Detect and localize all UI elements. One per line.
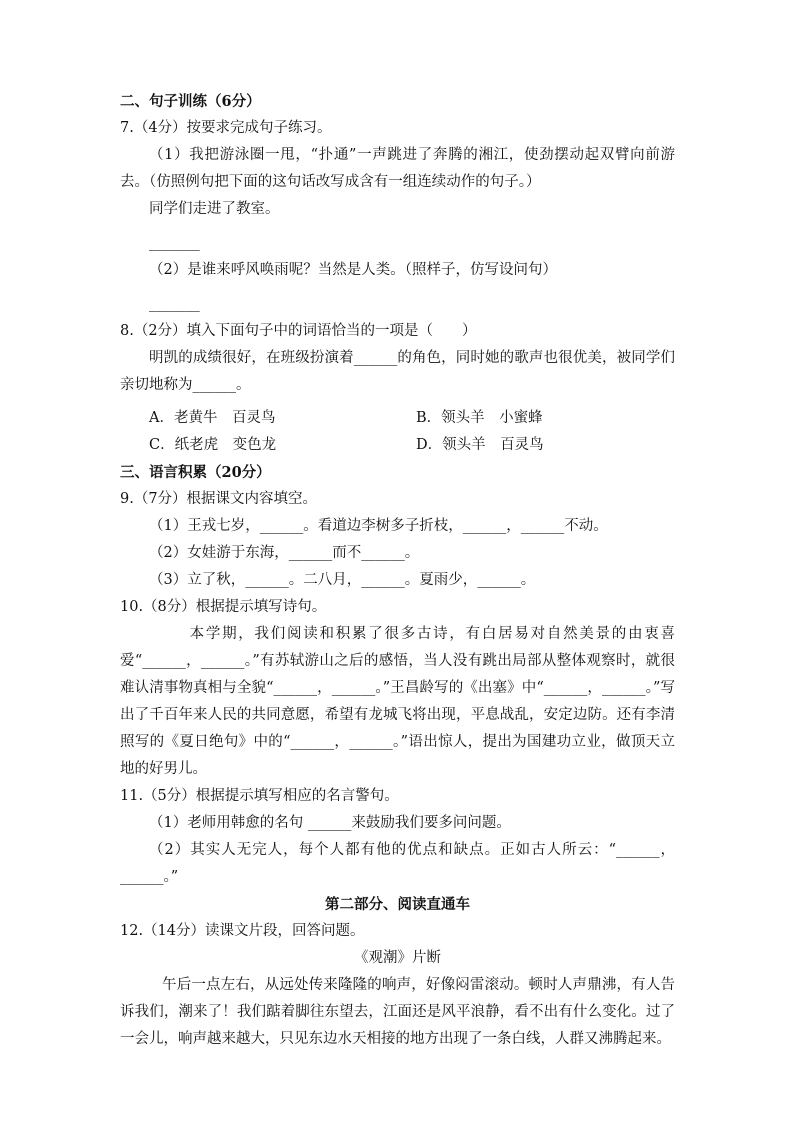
q11-item-2: （2）其实人无完人，每个人都有他的优点和缺点。正如古人所云：“______，______。”	[120, 842, 675, 885]
part-2-title: 第二部分、阅读直通车	[325, 896, 470, 913]
q9-stem: 9.（7分）根据课文内容填空。	[120, 491, 318, 507]
q7-item-1: （1）我把游泳圈一甩，“扑通”一声跳进了奔腾的湘江，使劲摆动起双臂向前游去。（仿照例句把下面的这句话改写成含有一组连续动作的句子。）	[120, 147, 675, 190]
q7-stem: 7.（4分）按要求完成句子练习。	[120, 120, 332, 136]
q7-answer-blank-2: _______	[149, 296, 200, 312]
q9-item-2: （2）女娃游于东海，______而不______。	[149, 545, 420, 561]
q8-option-d: D．领头羊 百灵鸟	[416, 437, 544, 453]
q11-item-1: （1）老师用韩愈的名句 ______来鼓励我们要多问问题。	[149, 815, 511, 831]
q12-passage: 午后一点左右，从远处传来隆隆的响声，好像闷雷滚动。顿时人声鼎沸，有人告诉我们，潮来了！我们踮着脚往东望去，江面还是风平浪静，看不出有什么变化。过了一会儿，响声越来越大，只见东边水天相接的地方出现了一条白线，人群又沸腾起来。	[120, 977, 675, 1047]
q12-passage-title: 《观潮》片断	[354, 950, 441, 966]
q8-option-c: C．纸老虎 变色龙	[149, 437, 277, 453]
section-3-title: 三、语言积累（20分）	[120, 464, 271, 481]
q11-stem: 11.（5分）根据提示填写相应的名言警句。	[120, 788, 399, 804]
section-2-title: 二、句子训练（6分）	[120, 93, 261, 110]
q8-option-a: A．老黄牛 百灵鸟	[149, 410, 276, 426]
q7-item-2: （2）是谁来呼风唤雨呢？当然是人类。（照样子，仿写设问句）	[149, 262, 557, 278]
q8-option-b: B．领头羊 小蜜蜂	[416, 410, 543, 426]
q8-stem: 8.（2分）填入下面句子中的词语恰当的一项是（ ）	[120, 323, 477, 339]
q9-item-3: （3）立了秋，______。二八月，______。夏雨少，______。	[149, 572, 536, 588]
q12-stem: 12.（14分）读课文片段，回答问题。	[120, 923, 365, 939]
q8-options-row-2	[120, 432, 675, 459]
q10-body: 本学期，我们阅读和积累了很多古诗，有白居易对自然美景的由衷喜爱“______，______。”有苏轼游山之后的感悟，当人没有跳出局部从整体观察时，就很难认清事物真相与全貌“______，______。”王昌龄写的《出塞》中“______，______。”写出了千百年来人民的共同意愿，希望有龙城飞将出现，平息战乱，安定边防。还有李清照写的《夏日绝句》中的“______，______。”语出惊人，提出为国建功立业，做顶天立地的好男儿。	[120, 626, 675, 777]
q8-body: 明凯的成绩很好，在班级扮演着______的角色，同时她的歌声也很优美，被同学们亲切地称为______。	[120, 350, 675, 393]
q7-example-sentence: 同学们走进了教室。	[149, 201, 280, 217]
q10-stem: 10.（8分）根据提示填写诗句。	[120, 599, 327, 615]
q8-options-row-1	[120, 405, 675, 432]
q9-item-1: （1）王戎七岁，______。看道边李树多子折枝，______，______不动。	[149, 518, 608, 534]
q7-answer-blank-1: _______	[149, 235, 200, 251]
